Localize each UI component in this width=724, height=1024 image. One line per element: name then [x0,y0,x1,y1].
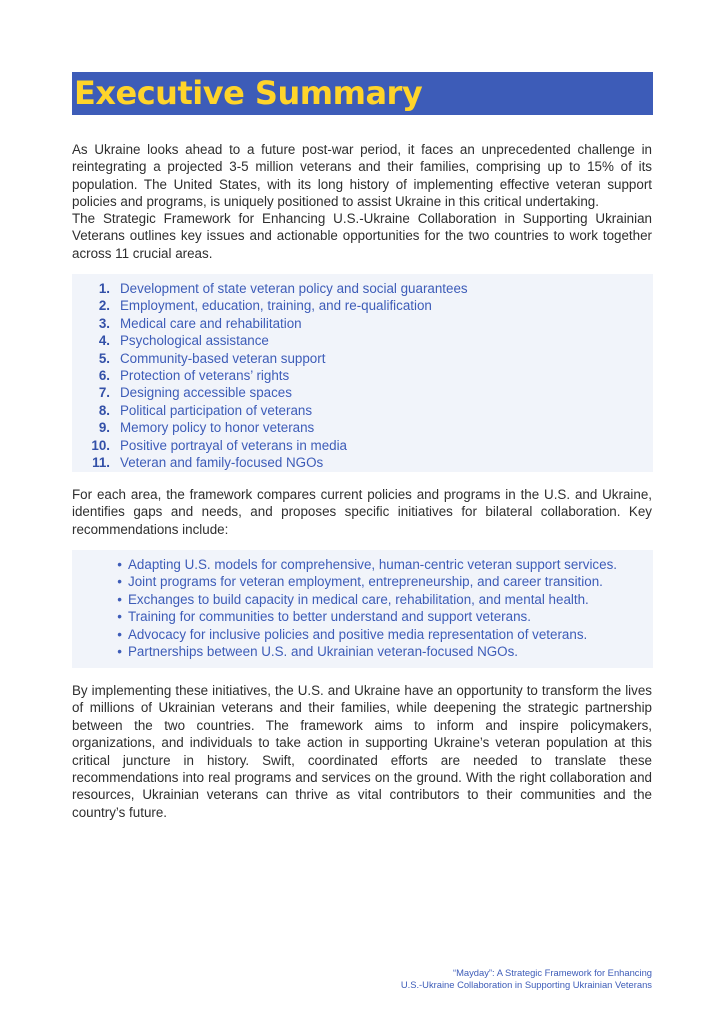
list-item [72,573,653,590]
bullet-icon: • [117,574,122,590]
list-item-number: 11. [92,455,110,471]
list-item-number: 6. [98,368,110,384]
list-item-number: 5. [98,350,110,366]
list-item [72,643,653,660]
list-item [72,626,653,643]
title-banner [72,72,653,115]
list-item-number: 10. [91,437,110,453]
bullet-icon: • [117,557,122,572]
footer-line-2: U.S.-Ukraine Collaboration in Supporting Ukrainian Veterans [400,979,652,990]
list-item-number: 7. [98,385,110,401]
recommendations-list [72,550,653,660]
list-item-number: 2. [98,298,110,314]
list-item [72,297,653,314]
list-item-text: Veteran and family-focused NGOs [120,455,324,471]
intro-paragraph-1: As Ukraine looks ahead to a future post-war period, it faces an unprecedented challenge in reintegrating a projected 3-5 million veterans and their families, comprising up to 15% of its population. The United States, with its long history of implementing effective veteran support policies and programs, is uniquely positioned to assist Ukraine in this critical undertaking. [72,142,652,210]
list-item [72,367,653,384]
list-item [72,332,653,349]
list-item-text: Political participation of veterans [120,402,313,418]
middle-paragraph: For each area, the framework compares current policies and programs in the U.S. and Ukraine, identifies gaps and needs, and proposes specific initiatives for bilateral collaboration. Key recommendations include: [72,487,652,537]
list-item [72,591,653,608]
list-item [72,419,653,436]
list-item-text: Medical care and rehabilitation [120,315,302,331]
list-item-number: 3. [98,315,110,331]
list-item-text: Memory policy to honor veterans [120,420,315,436]
list-item-text: Designing accessible spaces [120,385,292,401]
list-item-text: Training for communities to better understand and support veterans. [128,609,531,625]
recommendations-box [72,550,653,668]
list-item-text: Adapting U.S. models for comprehensive, human-centric veteran support services. [128,557,617,572]
list-item [72,315,653,332]
list-item-text: Partnerships between U.S. and Ukrainian veteran-focused NGOs. [128,644,519,660]
list-item-text: Community-based veteran support [120,350,326,366]
bullet-icon: • [117,609,122,625]
list-item-text: Joint programs for veteran employment, entrepreneurship, and career transition. [128,574,603,590]
list-item-text: Development of state veteran policy and social guarantees [120,281,468,296]
list-item [72,454,653,471]
footer-line-1: “Mayday”: A Strategic Framework for Enhancing [452,967,652,978]
list-item [72,280,653,297]
bullet-icon: • [117,591,122,607]
bullet-icon: • [117,626,122,642]
intro-paragraph-2: The Strategic Framework for Enhancing U.S.-Ukraine Collaboration in Supporting Ukrainian Veterans outlines key issues and actionable opportunities for the two countries to work together across 11 crucial areas. [72,211,652,261]
conclusion-paragraph: By implementing these initiatives, the U.S. and Ukraine have an opportunity to transform the lives of millions of Ukrainian veterans and their families, while deepening the strategic partnership between the two countries. The framework aims to inform and inspire policymakers, organizations, and individuals to take action in supporting Ukraine’s veteran population at this critical juncture in history. Swift, coordinated efforts are needed to translate these recommendations into real programs and services on the ground. With the right collaboration and resources, Ukrainian veterans can thrive as vital contributors to their communities and the country’s future. [72,683,652,820]
list-item-text: Psychological assistance [120,333,269,349]
areas-list [72,274,653,471]
list-item [72,402,653,419]
list-item-text: Exchanges to build capacity in medical care, rehabilitation, and mental health. [128,591,589,607]
list-item-number: 9. [98,420,110,436]
list-item-text: Advocacy for inclusive policies and positive media representation of veterans. [128,626,588,642]
list-item-text: Positive portrayal of veterans in media [120,437,348,453]
list-item [72,608,653,625]
page-footer [401,967,652,991]
list-item-number: 1. [98,281,110,296]
list-item-text: Protection of veterans’ rights [120,368,290,384]
list-item [72,384,653,401]
bullet-icon: • [117,644,122,660]
list-item [72,350,653,367]
list-item [72,437,653,454]
list-item-number: 8. [98,402,110,418]
list-item-number: 4. [98,333,110,349]
areas-box [72,274,653,472]
list-item-text: Employment, education, training, and re-qualification [120,298,432,314]
page-title: Executive Summary [74,74,423,112]
list-item [72,556,653,573]
